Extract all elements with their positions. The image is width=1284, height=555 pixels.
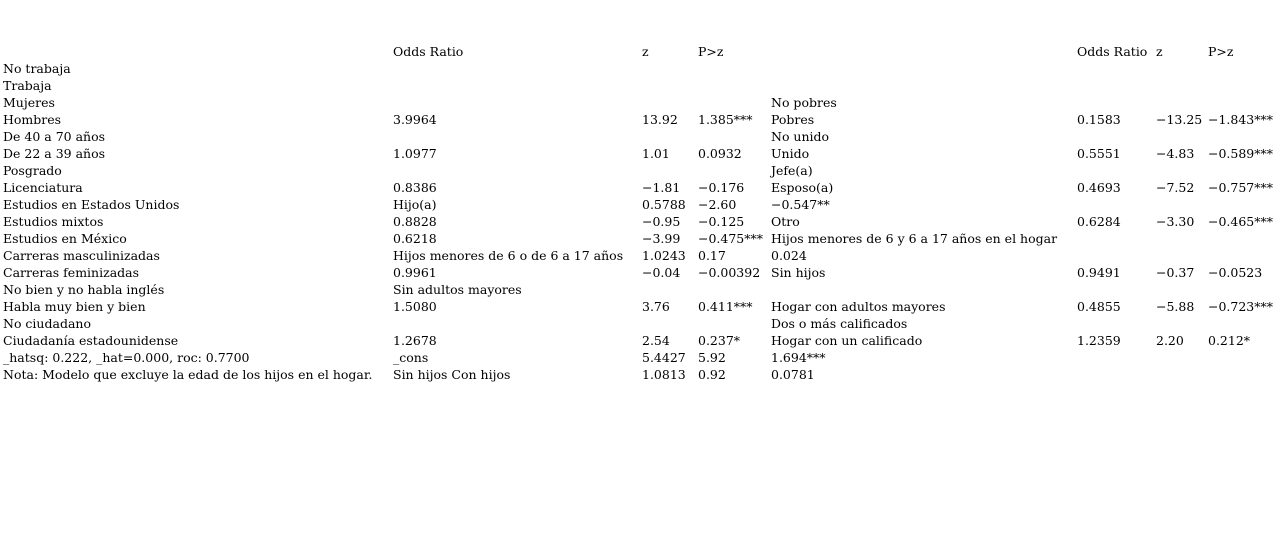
row-label: Pobres	[771, 112, 815, 127]
table-cell: −0.0523	[1208, 265, 1263, 280]
table-cell: 0.9491	[1077, 265, 1121, 280]
row-label: Hijos menores de 6 y 6 a 17 años en el hogar	[771, 231, 1058, 246]
table-cell: 0.411***	[698, 299, 753, 314]
table-cell: 0.8828	[393, 214, 437, 229]
row-label: Trabaja	[3, 78, 52, 93]
table-cell: −0.00392	[698, 265, 761, 280]
table-cell: 3.76	[642, 299, 670, 314]
table-cell: −13.25	[1156, 112, 1203, 127]
table-cell: −0.04	[642, 265, 681, 280]
row-label: Hombres	[3, 112, 62, 127]
row-label: No unido	[771, 129, 830, 144]
row-label: Otro	[771, 214, 800, 229]
table-cell: 13.92	[642, 112, 678, 127]
table-cell: 0.0932	[698, 146, 742, 161]
table-cell: −1.81	[642, 180, 681, 195]
table-cell: 3.9964	[393, 112, 437, 127]
table-cell: 1.5080	[393, 299, 437, 314]
row-label: No trabaja	[3, 61, 71, 76]
table-cell: −2.60	[698, 197, 737, 212]
column-header: z	[1156, 44, 1163, 59]
row-label: Mujeres	[3, 95, 55, 110]
table-cell: −0.589***	[1208, 146, 1274, 161]
row-label: No ciudadano	[3, 316, 91, 331]
table-cell: 2.20	[1156, 333, 1184, 348]
table-cell: −0.757***	[1208, 180, 1274, 195]
row-label: Hogar con un calificado	[771, 333, 923, 348]
table-cell: 0.212*	[1208, 333, 1251, 348]
table-cell: −0.125	[698, 214, 745, 229]
column-header: P>z	[698, 44, 724, 59]
row-label: Estudios en Estados Unidos	[3, 197, 180, 212]
table-cell: 0.6284	[1077, 214, 1121, 229]
table-cell: −3.99	[642, 231, 681, 246]
column-header: z	[642, 44, 649, 59]
table-cell: 0.1583	[1077, 112, 1121, 127]
table-cell: 0.5788	[642, 197, 686, 212]
table-cell: 2.54	[642, 333, 670, 348]
row-label: _hatsq: 0.222, _hat=0.000, roc: 0.7700	[3, 350, 250, 365]
row-label: No pobres	[771, 95, 837, 110]
row-label: Ciudadanía estadounidense	[3, 333, 179, 348]
table-cell: 1.2359	[1077, 333, 1121, 348]
row-label: Jefe(a)	[771, 163, 813, 178]
table-cell: _cons	[393, 350, 429, 365]
row-label: De 22 a 39 años	[3, 146, 106, 161]
table-cell: −0.465***	[1208, 214, 1274, 229]
row-label: 1.694***	[771, 350, 826, 365]
row-label: Hogar con adultos mayores	[771, 299, 946, 314]
table-cell: −0.723***	[1208, 299, 1274, 314]
table-cell: Hijos menores de 6 o de 6 a 17 años	[393, 248, 624, 263]
table-cell: −3.30	[1156, 214, 1195, 229]
table-cell: −0.37	[1156, 265, 1195, 280]
table-cell: 0.4693	[1077, 180, 1121, 195]
row-label: Sin hijos	[771, 265, 826, 280]
table-cell: −0.95	[642, 214, 681, 229]
column-header: Odds Ratio	[393, 44, 464, 59]
table-cell: 1.2678	[393, 333, 437, 348]
table-cell: 0.17	[698, 248, 726, 263]
table-cell: −1.843***	[1208, 112, 1274, 127]
table-cell: −5.88	[1156, 299, 1195, 314]
table-cell: 1.01	[642, 146, 670, 161]
table-cell: 1.0243	[642, 248, 686, 263]
row-label: No bien y no habla inglés	[3, 282, 165, 297]
row-label: 0.0781	[771, 367, 815, 382]
row-label: Licenciatura	[3, 180, 83, 195]
table-cell: 0.8386	[393, 180, 437, 195]
table-cell: 0.6218	[393, 231, 437, 246]
row-label: 0.024	[771, 248, 807, 263]
row-label: Carreras masculinizadas	[3, 248, 160, 263]
table-cell: Sin hijos Con hijos	[393, 367, 511, 382]
table-cell: 1.0977	[393, 146, 437, 161]
table-cell: 0.237*	[698, 333, 741, 348]
row-label: Estudios en México	[3, 231, 127, 246]
table-cell: −0.475***	[698, 231, 764, 246]
table-cell: 5.92	[698, 350, 726, 365]
table-cell: −7.52	[1156, 180, 1195, 195]
row-label: Habla muy bien y bien	[3, 299, 146, 314]
row-label: De 40 a 70 años	[3, 129, 106, 144]
table-cell: Sin adultos mayores	[393, 282, 522, 297]
table-cell: 0.4855	[1077, 299, 1121, 314]
row-label: −0.547**	[771, 197, 830, 212]
table-cell: 1.0813	[642, 367, 686, 382]
row-label: Nota: Modelo que excluye la edad de los hijos en el hogar.	[3, 367, 373, 382]
row-label: Carreras feminizadas	[3, 265, 140, 280]
table-cell: 0.92	[698, 367, 726, 382]
row-label: Posgrado	[3, 163, 62, 178]
table-cell: 0.5551	[1077, 146, 1121, 161]
table-cell: −0.176	[698, 180, 745, 195]
row-label: Unido	[771, 146, 810, 161]
row-label: Esposo(a)	[771, 180, 834, 195]
column-header: Odds Ratio	[1077, 44, 1148, 59]
table-cell: 0.9961	[393, 265, 437, 280]
table-cell: 1.385***	[698, 112, 753, 127]
row-label: Estudios mixtos	[3, 214, 104, 229]
table-cell: 5.4427	[642, 350, 686, 365]
row-label: Dos o más calificados	[771, 316, 908, 331]
table-cell: −4.83	[1156, 146, 1195, 161]
column-header: P>z	[1208, 44, 1234, 59]
table-cell: Hijo(a)	[393, 197, 437, 212]
